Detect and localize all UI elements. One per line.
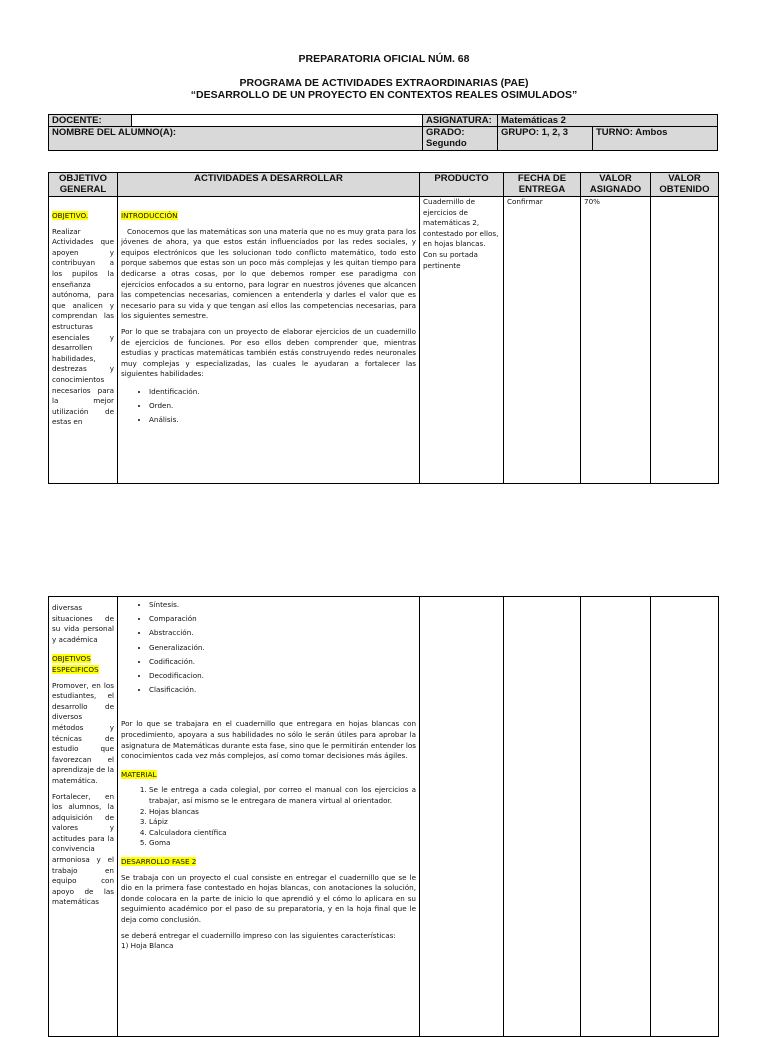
list-item: 2. Hojas blancas — [149, 807, 416, 818]
objetivo-continued-text: diversas situaciones de su vida personal y académica — [52, 603, 114, 644]
list-item: • Síntesis. — [149, 598, 416, 612]
intro-paragraph-1: Conocemos que las matemáticas son una materia que no es muy grata para los jóvenes de ahora, ya que estos están influenciados por las redes sociales, y equipos electrónicos que les solucionan todo conflicto matemático, todo esto porque sabemos que estas son un poco más complejas y les quitan tiempo para dedicarse a otras cosas, por lo que debemos romper ese paradigma con ejercicios enfocados a su entorno, para lograr en nuestros jóvenes que alcancen las competencias necesarias, comiencen a entenderla y darles el valor que es necesario para su vida y que tengan así ellos las competencias necesarias, para los siguientes semestre. — [121, 226, 416, 321]
col-valor-obtenido: VALOR OBTENIDO — [651, 173, 719, 197]
skills-list-1 — [121, 385, 416, 427]
desarrollo-heading: DESARROLLO FASE 2 — [121, 856, 197, 866]
col-valor-asignado: VALOR ASIGNADO — [581, 173, 651, 197]
fecha-cell: Confirmar — [504, 197, 581, 484]
especificos-paragraph-1: Promover, en los estudiantes, el desarrollo de diversos métodos y técnicas de estudio que favorezcan el aprendizaje de la matemática. — [52, 680, 114, 785]
list-item: 1. Se le entrega a cada colegial, por correo el manual con los ejercicios a trabajar, así mismo se le entregara de manera virtual al orientador. — [149, 785, 416, 806]
activities-table-continued — [48, 596, 719, 1037]
intro-heading: INTRODUCCIÓN — [121, 211, 178, 220]
producto-cell: Cuadernillo de ejercicios de matemáticas 2, contestado por ellos, en hojas blancas. Con su portada pertinente — [420, 197, 504, 484]
grado-cell — [423, 127, 498, 151]
objetivo-heading: OBJETIVO. — [52, 211, 89, 220]
program-title: PROGRAMA DE ACTIVIDADES EXTRAORDINARIAS (PAE) — [239, 77, 529, 89]
list-item: • Comparación — [149, 612, 416, 626]
objetivo-text: Realizar Actividades que apoyen y contribuyan a los pupilos la enseñanza autónoma, para que analicen y comprendan las estructuras esenciales y desarrollen habilidades, destrezas y conocimientos necesarios para la mejor utilización de estas en — [52, 226, 114, 427]
objetivo-cell — [49, 197, 118, 484]
actividades-cell — [118, 197, 420, 484]
desarrollo-paragraph: Se trabaja con un proyecto el cual consiste en entregar el cuadernillo que se le dio en la primera fase contestado en hojas blancas, con anotaciones la solución, donde colocara en la parte de inicio lo que aprendió y el cómo lo aplicara en su seguimiento académico por el paso de su preparatoria, y en la hoja final que le deja como conclusión. — [121, 872, 416, 924]
materials-list — [121, 785, 416, 849]
list-item: • Orden. — [149, 399, 416, 413]
list-item: • Codificación. — [149, 655, 416, 669]
valor-asignado-cell-continued — [581, 597, 651, 1037]
info-table — [48, 114, 718, 151]
especificos-heading: OBJETIVOS ESPECIFICOS — [52, 654, 99, 674]
turno-cell: TURNO: Ambos — [593, 127, 718, 151]
list-item: • Abstracción. — [149, 626, 416, 640]
list-item: • Análisis. — [149, 413, 416, 427]
entrega-item: 1) Hoja Blanca — [121, 941, 174, 951]
school-title: PREPARATORIA OFICIAL NÚM. 68 — [298, 53, 470, 65]
col-fecha: FECHA DE ENTREGA — [504, 173, 581, 197]
project-title: “DESARROLLO DE UN PROYECTO EN CONTEXTOS REALES OSIMULADOS” — [190, 89, 578, 101]
list-item: 3. Lápiz — [149, 817, 416, 828]
grado-value: Segundo — [426, 138, 467, 149]
skills-list-2 — [121, 598, 416, 697]
list-item: • Generalización. — [149, 641, 416, 655]
entrega-paragraph: se deberá entregar el cuadernillo impreso con las siguientes características: — [121, 930, 396, 940]
asignatura-value: Matemáticas 2 — [498, 115, 718, 127]
actividades-cell-continued — [118, 597, 420, 1037]
col-actividades: ACTIVIDADES A DESARROLLAR — [118, 173, 420, 197]
asignatura-label: ASIGNATURA: — [423, 115, 498, 127]
fecha-cell-continued — [504, 597, 581, 1037]
alumno-label: NOMBRE DEL ALUMNO(A): — [49, 127, 423, 151]
intro-paragraph-2: Por lo que se trabajara con un proyecto de elaborar ejercicios de un cuadernillo de ejercicios de funciones. Por eso ellos deben comprender que, mientras estudias y practicas matemáticas también estás construyendo redes neuronales muy complejas y especializadas, las cuales le ayudaran a fortalecer las siguientes habilidades: — [121, 326, 416, 379]
col-objetivo: OBJETIVO GENERAL — [49, 173, 118, 197]
list-item: • Identificación. — [149, 385, 416, 399]
activities-table — [48, 172, 719, 484]
list-item: 4. Calculadora científica — [149, 828, 416, 839]
grado-label: GRADO: — [426, 127, 465, 138]
docente-label: DOCENTE: — [49, 115, 132, 127]
valor-asignado-cell: 70% — [581, 197, 651, 484]
material-heading: MATERIAL — [121, 769, 157, 779]
valor-obtenido-cell-continued — [651, 597, 719, 1037]
grupo-cell: GRUPO: 1, 2, 3 — [498, 127, 593, 151]
producto-cell-continued — [420, 597, 504, 1037]
list-item: • Clasificación. — [149, 683, 416, 697]
docente-value — [132, 115, 423, 127]
valor-obtenido-cell — [651, 197, 719, 484]
objetivo-cell-continued — [49, 597, 118, 1037]
col-producto: PRODUCTO — [420, 173, 504, 197]
list-item: • Decodificacion. — [149, 669, 416, 683]
cuadernillo-paragraph: Por lo que se trabajara en el cuadernillo que entregara en hojas blancas con procedimiento, apoyara a sus habilidades no sólo le serán útiles para aprobar la asignatura de Matemáticas durante esta fase, sino que le permitirán entender los conocimientos cada vez más complejos, así como tomar decisiones más ágiles. — [121, 719, 416, 761]
especificos-paragraph-2: Fortalecer, en los alumnos, la adquisición de valores y actitudes para la convivencia armoniosa y el trabajo en equipo con apoyo de las matemáticas — [52, 791, 114, 907]
list-item: 5. Goma — [149, 838, 416, 849]
